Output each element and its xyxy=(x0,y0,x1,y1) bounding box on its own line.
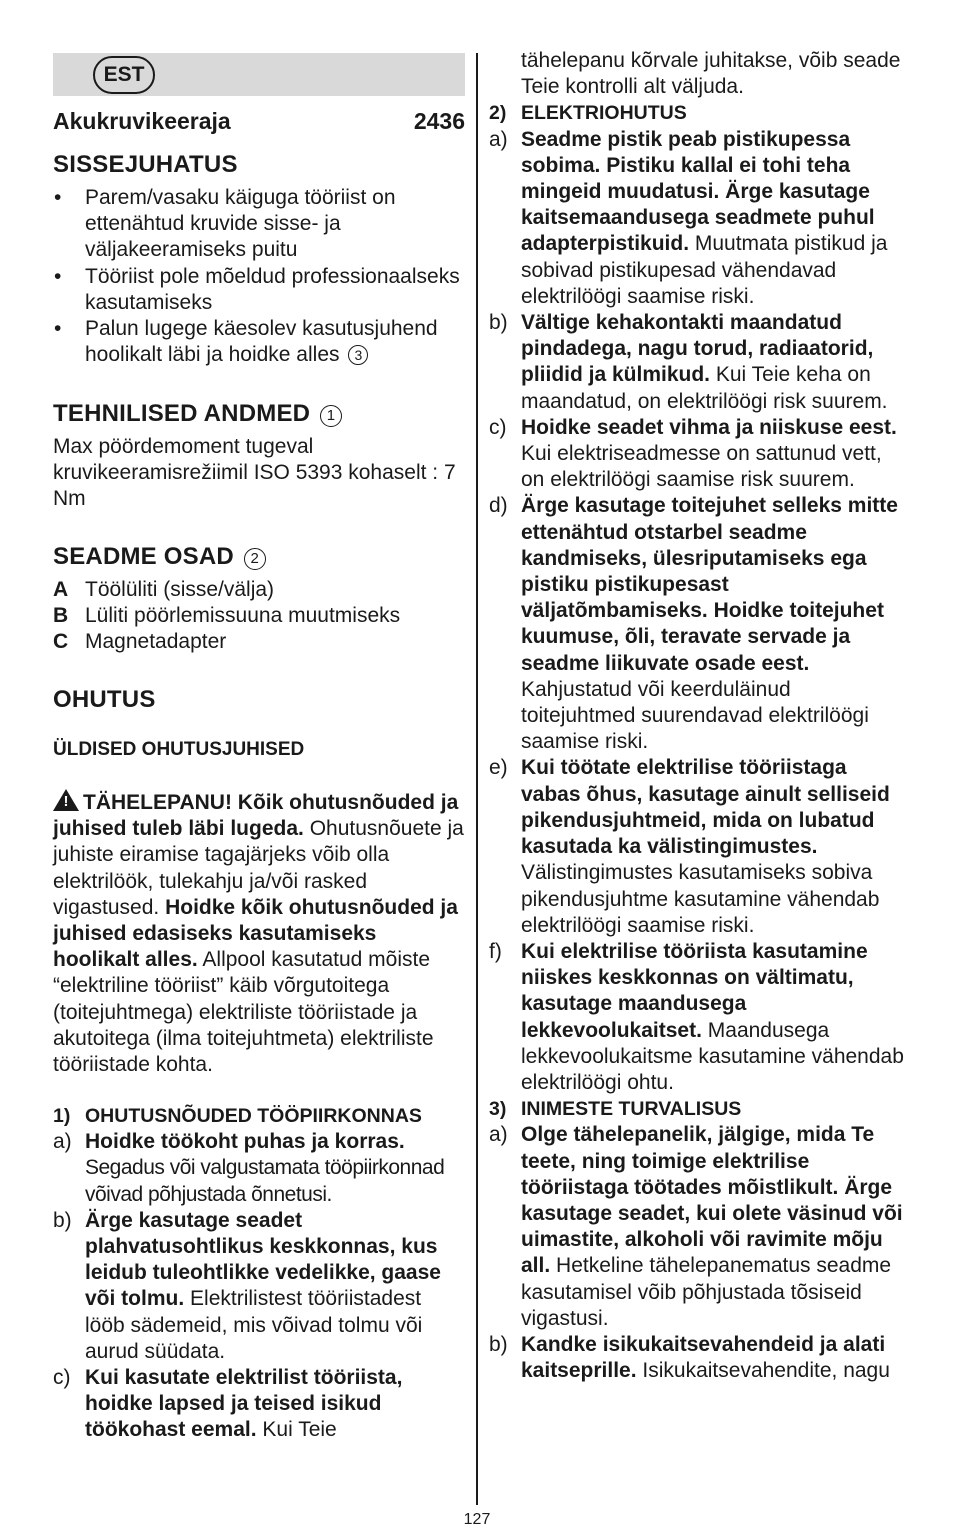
language-badge: EST xyxy=(93,56,155,94)
figure-ref: 2 xyxy=(244,548,266,570)
section-heading: 3) INIMESTE TURVALISUS xyxy=(489,1098,742,1121)
list-item: c) Hoidke seadet vihma ja niiskuse eest. Kui elektriseadmesse on sattunud vett, on elektrilöögi saamise risk suurem. xyxy=(489,415,897,492)
warning-paragraph: ! TÄHELEPANU! Kõik ohutusnõuded ja juhised tuleb läbi lugeda. Ohutusnõuete ja juhiste eiramise tagajärjeks võib olla elektrilöök, tulekahju ja/või rasked vigastused. Hoidke kõik ohutusnõuded ja juhised edasiseks kasutamiseks hoolikalt alles. Allpool kasutatud mõiste “elektriline tööriist” käib võrgutoitega (toitejuhtmega) elektriliste tööriistade ja akutoitega (ilma toitejuhtmeta) elektriliste tööriistade kohta. xyxy=(53,791,464,1077)
tech-text: Max pöördemoment tugeval kruvikeeramisrežiimil ISO 5393 kohaselt : 7 Nm xyxy=(53,435,456,511)
list-item: a) Hoidke töökoht puhas ja korras. Segadus või valgustamata tööpiirkonnad võivad põhjustada õnnetusi. xyxy=(53,1130,445,1206)
section-heading: 2) ELEKTRIOHUTUS xyxy=(489,102,687,125)
list-item: C Magnetadapter xyxy=(53,630,227,654)
right-column xyxy=(489,48,907,1384)
list-item: b) Kandke isikukaitsevahendeid ja alati kaitseprille. Isikukaitsevahendite, nagu xyxy=(489,1332,890,1383)
list-item: a) Olge tähelepanelik, jälgige, mida Te teete, ning toimige elektrilise tööriistaga töötades mõistlikult. Ärge kasutage seadet, kui olete väsinud või uimastite, alkoholi või ravimite mõju all. Hetkeline tähelepanematus seadme kasutamisel võib põhjustada tõsiseid vigastusi. xyxy=(489,1123,903,1330)
list-item: • Parem/vasaku käiguga tööriist on ettenähtud kruvide sisse- ja väljakeeramiseks puitu xyxy=(54,186,396,262)
continued-text: tähelepanu kõrvale juhitakse, võib seade Teie kontrolli alt väljuda. xyxy=(521,49,901,99)
list-item: f) Kui elektrilise tööriista kasutamine niiskes keskkonnas on vältimatu, kasutage maandusega lekkevoolukaitset. Maandusega lekkevoolukaitsme kasutamine vähendab elektrilöögi ohtu. xyxy=(489,939,904,1094)
list-item: e) Kui töötate elektrilise tööriistaga vabas õhus, kasutage ainult selliseid pikendusjuhtmeid, mida on lubatud kasutada ka välistingimustes. Välistingimustes kasutamiseks sobiva pikendusjuhtme kasutamine vähendab elektrilöögi saamise riski. xyxy=(489,756,890,937)
parts-heading: SEADME OSAD 2 xyxy=(53,543,266,571)
language-bar xyxy=(53,53,465,96)
tech-heading: TEHNILISED ANDMED 1 xyxy=(53,400,342,428)
list-item: • Palun lugege käesolev kasutusjuhend hoolikalt läbi ja hoidke alles 3 xyxy=(54,317,438,367)
warning-icon: ! xyxy=(53,789,79,811)
product-line xyxy=(53,107,465,135)
product-number: 2436 xyxy=(413,108,465,134)
general-heading: ÜLDISED OHUTUSJUHISED xyxy=(53,739,305,760)
list-item: d) Ärge kasutage toitejuhet selleks mitte ettenähtud otstarbel seadme kandmiseks, ülesriputamiseks ega pistiku pistikupesast väljatõmbamiseks. Hoidke toitejuhet kuumuse, õli, teravate servade ja seadme liikuvate osade eest. Kahjustatud või keerduläinud toitejuhtmed suurendavad elektrilöögi saamise riski. xyxy=(489,494,898,754)
list-item: c) Kui kasutate elektrilist tööriista, hoidke lapsed ja teised isikud töökohast eemal. Kui Teie xyxy=(53,1366,403,1442)
intro-bullets xyxy=(53,185,465,368)
list-item: b) Vältige kehakontakti maandatud pindadega, nagu torud, radiaatorid, pliidid ja külmikud. Kui Teie keha on maandatud, on elektrilöögi risk suurem. xyxy=(489,311,888,413)
figure-ref: 1 xyxy=(320,405,342,427)
list-item: • Tööriist pole mõeldud professionaalseks kasutamiseks xyxy=(54,264,460,314)
list-item: B Lüliti pöörlemissuuna muutmiseks xyxy=(53,604,401,628)
figure-ref: 3 xyxy=(348,345,368,365)
section-heading: 1) OHUTUSNÕUDED TÖÖPIIRKONNAS xyxy=(53,1105,422,1127)
safety-heading: OHUTUS xyxy=(53,686,156,713)
list-item: A Töölüliti (sisse/välja) xyxy=(53,578,275,601)
parts-list xyxy=(53,577,465,656)
list-item: a) Seadme pistik peab pistikupessa sobima. Pistiku kallal ei tohi teha mingeid muudatusi. Ärge kasutage kaitsemaandusega seadmete puhul adapterpistikuid. Muutmata pistikud ja sobivad pistikupesad vähendavad elektrilöögi saamise riski. xyxy=(489,127,888,308)
section-work-area xyxy=(53,1103,465,1444)
column-divider xyxy=(476,53,478,1505)
intro-heading: SISSEJUHATUS xyxy=(53,151,238,178)
page-number: 127 xyxy=(463,1511,491,1528)
product-name: Akukruvikeeraja xyxy=(53,108,231,134)
list-item: b) Ärge kasutage seadet plahvatusohtlikus keskkonnas, kus leidub tuleohtlikke vedelikke, gaase või tolmu. Elektrilistest tööriistadest lööb sädemeid, mis võivad tolmu või aurud süüdata. xyxy=(53,1208,441,1363)
